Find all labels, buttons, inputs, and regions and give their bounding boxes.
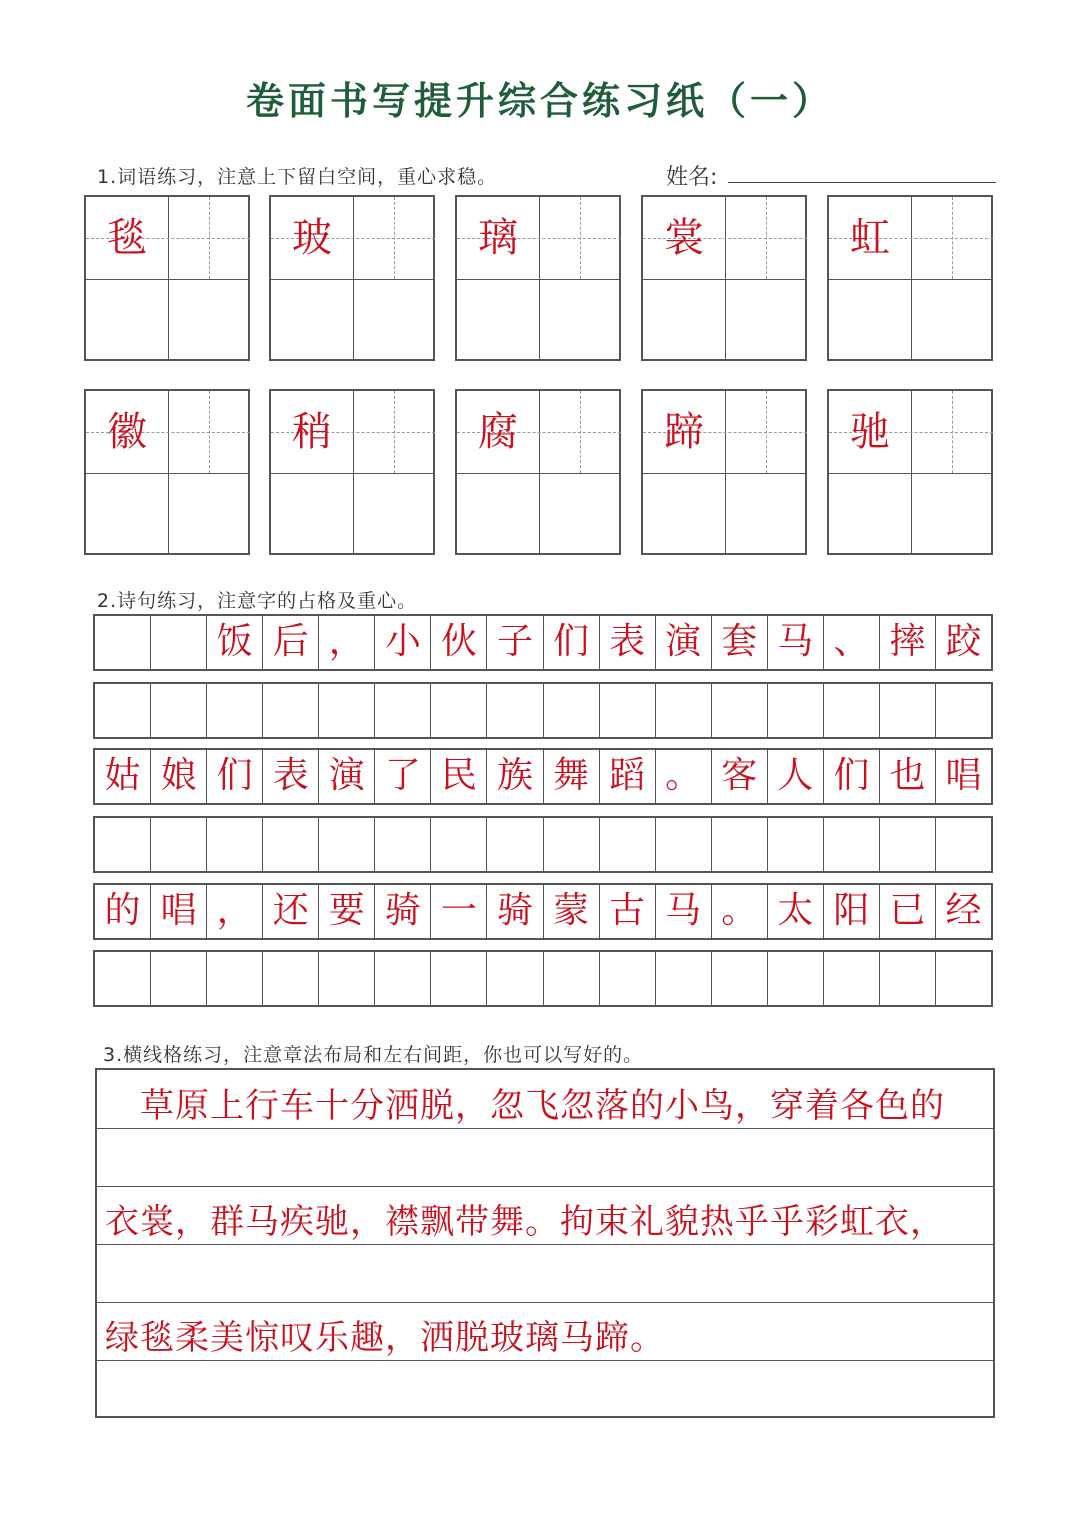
tianzige-box	[827, 195, 993, 361]
grid-cell: 客	[712, 750, 768, 803]
grid-cell	[151, 952, 207, 1005]
model-character: 玻	[292, 215, 332, 261]
grid-cell: 后	[263, 616, 319, 669]
grid-cell	[600, 684, 656, 737]
grid-cell: 要	[319, 885, 375, 938]
grid-cell: 骑	[487, 885, 543, 938]
model-character: 腐	[478, 409, 518, 455]
grid-cell: ，	[319, 616, 375, 669]
grid-cell	[656, 952, 712, 1005]
grid-row	[93, 614, 993, 671]
handwritten-line: 草原上行车十分洒脱，忽飞忽落的小鸟，穿着各色的	[105, 1086, 945, 1126]
grid-cell	[880, 684, 936, 737]
grid-cell: 了	[375, 750, 431, 803]
section3-instruction: 3.横线格练习，注意章法布局和左右间距，你也可以写好的。	[103, 1044, 644, 1066]
horizontal-rule	[97, 1128, 993, 1129]
grid-cell	[600, 952, 656, 1005]
grid-cell	[768, 818, 824, 871]
grid-cell	[263, 684, 319, 737]
grid-cell	[319, 952, 375, 1005]
grid-cell: 族	[487, 750, 543, 803]
grid-cell	[712, 952, 768, 1005]
grid-cell	[487, 818, 543, 871]
grid-cell: 马	[656, 885, 712, 938]
grid-cell	[431, 684, 487, 737]
grid-cell: 们	[207, 750, 263, 803]
grid-cell: ，	[207, 885, 263, 938]
grid-cell: 阳	[824, 885, 880, 938]
grid-cell: 经	[945, 890, 982, 931]
grid-cell	[936, 818, 991, 871]
tianzige-box	[269, 389, 435, 555]
grid-cell	[824, 818, 880, 871]
grid-cell: 的	[95, 885, 151, 938]
grid-cell	[487, 952, 543, 1005]
grid-cell	[880, 818, 936, 871]
grid-cell	[768, 952, 824, 1005]
grid-cell	[207, 684, 263, 737]
grid-cell: 马	[768, 616, 824, 669]
handwritten-line: 绿毯柔美惊叹乐趣，洒脱玻璃马蹄。	[105, 1318, 665, 1358]
grid-cell	[151, 684, 207, 737]
grid-cell: 已	[880, 885, 936, 938]
grid-cell: 套	[712, 616, 768, 669]
grid-cell	[600, 818, 656, 871]
grid-row	[93, 816, 993, 873]
model-character: 虹	[850, 215, 890, 261]
horizontal-rule	[97, 1244, 993, 1245]
grid-cell: 小	[375, 616, 431, 669]
grid-cell	[375, 952, 431, 1005]
grid-cell: 姑	[95, 750, 151, 803]
grid-cell: 娘	[151, 750, 207, 803]
tianzige-box	[84, 195, 250, 361]
grid-cell	[319, 684, 375, 737]
tianzige-box	[827, 389, 993, 555]
grid-cell	[263, 952, 319, 1005]
name-field[interactable]	[728, 182, 996, 183]
grid-cell	[263, 818, 319, 871]
grid-cell	[712, 818, 768, 871]
grid-cell	[936, 684, 991, 737]
horizontal-rule	[97, 1360, 993, 1361]
tianzige-box	[455, 195, 621, 361]
page-title: 卷面书写提升综合练习纸（一）	[245, 78, 834, 123]
grid-cell: 也	[880, 750, 936, 803]
lined-practice-area	[95, 1068, 995, 1418]
section2-instruction: 2.诗句练习，注意字的占格及重心。	[97, 590, 418, 612]
grid-cell: 表	[263, 750, 319, 803]
model-character: 徽	[107, 409, 147, 455]
grid-cell: 们	[544, 616, 600, 669]
grid-cell: 民	[431, 750, 487, 803]
section1-instruction: 1.词语练习，注意上下留白空间，重心求稳。	[97, 166, 498, 188]
grid-cell: 演	[319, 750, 375, 803]
grid-cell	[824, 684, 880, 737]
model-character: 毯	[107, 215, 147, 261]
grid-cell	[151, 616, 207, 669]
grid-cell: 蹈	[600, 750, 656, 803]
grid-cell: 们	[824, 750, 880, 803]
grid-cell: 跤	[945, 621, 982, 662]
grid-cell: 饭	[207, 616, 263, 669]
grid-cell: 演	[656, 616, 712, 669]
model-character: 璃	[478, 215, 518, 261]
grid-row	[93, 748, 993, 805]
grid-cell: 唱	[151, 885, 207, 938]
grid-cell	[712, 684, 768, 737]
grid-cell: 人	[768, 750, 824, 803]
model-character: 稍	[292, 409, 332, 455]
grid-cell: 古	[600, 885, 656, 938]
grid-cell	[544, 684, 600, 737]
grid-cell	[656, 684, 712, 737]
grid-cell: 子	[487, 616, 543, 669]
grid-cell	[207, 818, 263, 871]
tianzige-box	[269, 195, 435, 361]
grid-cell	[431, 952, 487, 1005]
grid-cell	[487, 684, 543, 737]
grid-cell	[824, 952, 880, 1005]
model-character: 蹄	[664, 409, 704, 455]
grid-cell	[768, 684, 824, 737]
grid-cell	[95, 616, 151, 669]
grid-cell: 唱	[945, 755, 982, 796]
horizontal-rule	[97, 1302, 993, 1303]
model-character: 裳	[664, 215, 704, 261]
grid-cell	[880, 952, 936, 1005]
grid-cell	[319, 818, 375, 871]
grid-cell	[656, 818, 712, 871]
grid-cell: 舞	[544, 750, 600, 803]
grid-row	[93, 682, 993, 739]
tianzige-box	[641, 389, 807, 555]
tianzige-box	[84, 389, 250, 555]
grid-cell	[375, 818, 431, 871]
horizontal-rule	[97, 1186, 993, 1187]
grid-cell	[95, 818, 151, 871]
grid-cell: 。	[656, 750, 712, 803]
grid-cell: 太	[768, 885, 824, 938]
tianzige-box	[641, 195, 807, 361]
grid-cell: 还	[263, 885, 319, 938]
grid-cell: 、	[824, 616, 880, 669]
grid-row	[93, 883, 993, 940]
grid-cell	[151, 818, 207, 871]
model-character: 驰	[850, 409, 890, 455]
grid-cell	[95, 684, 151, 737]
grid-cell	[375, 684, 431, 737]
grid-cell: 摔	[880, 616, 936, 669]
grid-cell: 骑	[375, 885, 431, 938]
tianzige-box	[455, 389, 621, 555]
name-label: 姓名:	[666, 165, 718, 190]
grid-cell: 蒙	[544, 885, 600, 938]
grid-cell	[207, 952, 263, 1005]
grid-cell: 一	[431, 885, 487, 938]
grid-cell	[544, 952, 600, 1005]
handwritten-line: 衣裳，群马疾驰，襟飘带舞。拘束礼貌热乎乎彩虹衣，	[105, 1202, 945, 1242]
grid-cell	[936, 952, 991, 1005]
grid-cell	[95, 952, 151, 1005]
grid-row	[93, 950, 993, 1007]
grid-cell	[431, 818, 487, 871]
grid-cell: 表	[600, 616, 656, 669]
grid-cell: 伙	[431, 616, 487, 669]
grid-cell: 。	[712, 885, 768, 938]
grid-cell	[544, 818, 600, 871]
